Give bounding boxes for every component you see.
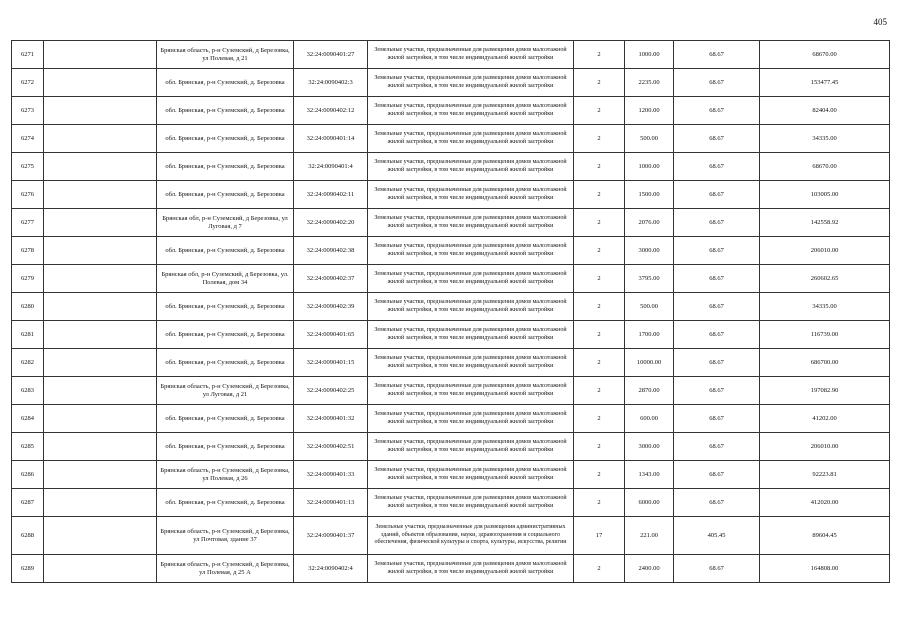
empty-cell	[44, 209, 157, 237]
land-use-description-cell: Земельные участки, предназначенные для размещения домов малоэтажной жилой застройки, в том числе индивидуальной жилой застройки	[368, 461, 574, 489]
area-cell: 3000.00	[625, 433, 674, 461]
empty-cell	[44, 97, 157, 125]
empty-cell	[44, 321, 157, 349]
cadastral-number-cell: 32:24:0090402:39	[294, 293, 368, 321]
cadastral-value-cell: 412020.00	[760, 489, 890, 517]
use-group-cell: 2	[574, 433, 625, 461]
cadastral-number-cell: 32:24:0090401:13	[294, 489, 368, 517]
row-number: 6277	[12, 209, 44, 237]
empty-cell	[44, 181, 157, 209]
area-cell: 221.00	[625, 517, 674, 555]
empty-cell	[44, 489, 157, 517]
area-cell: 10000.00	[625, 349, 674, 377]
use-group-cell: 2	[574, 377, 625, 405]
specific-value-cell: 68.67	[674, 153, 760, 181]
specific-value-cell: 68.67	[674, 349, 760, 377]
address-cell: обл. Брянская, р-н Суземский, д. Березовка	[157, 293, 294, 321]
address-cell: обл. Брянская, р-н Суземский, д. Березовка	[157, 237, 294, 265]
page-number: 405	[873, 17, 887, 27]
table-row	[12, 293, 890, 321]
table-row	[12, 349, 890, 377]
specific-value-cell: 68.67	[674, 377, 760, 405]
table-body	[12, 41, 890, 583]
cadastral-value-cell: 206010.00	[760, 237, 890, 265]
cadastral-value-cell: 260602.65	[760, 265, 890, 293]
cadastral-value-cell: 142558.92	[760, 209, 890, 237]
cadastral-number-cell: 32:24:0090401:33	[294, 461, 368, 489]
use-group-cell: 2	[574, 153, 625, 181]
table-row	[12, 377, 890, 405]
use-group-cell: 2	[574, 489, 625, 517]
land-use-description-cell: Земельные участки, предназначенные для размещения домов малоэтажной жилой застройки, в том числе индивидуальной жилой застройки	[368, 555, 574, 583]
cadastral-number-cell: 32:24:0090402:51	[294, 433, 368, 461]
address-cell: обл. Брянская, р-н Суземский, д. Березовка	[157, 321, 294, 349]
address-cell: обл. Брянская, р-н Суземский, д. Березовка	[157, 125, 294, 153]
table-row	[12, 461, 890, 489]
table-row	[12, 237, 890, 265]
specific-value-cell: 68.67	[674, 265, 760, 293]
land-use-description-cell: Земельные участки, предназначенные для размещения домов малоэтажной жилой застройки, в том числе индивидуальной жилой застройки	[368, 41, 574, 69]
empty-cell	[44, 517, 157, 555]
address-cell: Брянская обл, р-н Суземский, д Березовка, ул. Полевая, дом 34	[157, 265, 294, 293]
table-row	[12, 125, 890, 153]
use-group-cell: 2	[574, 97, 625, 125]
table-row	[12, 265, 890, 293]
table-row	[12, 41, 890, 69]
empty-cell	[44, 153, 157, 181]
cadastral-value-cell: 68670.00	[760, 41, 890, 69]
row-number: 6273	[12, 97, 44, 125]
cadastral-number-cell: 32:24:0090401:4	[294, 153, 368, 181]
use-group-cell: 2	[574, 349, 625, 377]
specific-value-cell: 68.67	[674, 555, 760, 583]
use-group-cell: 2	[574, 461, 625, 489]
row-number: 6287	[12, 489, 44, 517]
specific-value-cell: 68.67	[674, 41, 760, 69]
area-cell: 2870.00	[625, 377, 674, 405]
row-number: 6284	[12, 405, 44, 433]
cadastral-value-cell: 68670.00	[760, 153, 890, 181]
area-cell: 1343.00	[625, 461, 674, 489]
specific-value-cell: 68.67	[674, 69, 760, 97]
land-use-description-cell: Земельные участки, предназначенные для размещения домов малоэтажной жилой застройки, в том числе индивидуальной жилой застройки	[368, 69, 574, 97]
cadastral-number-cell: 32:24:0090402:11	[294, 181, 368, 209]
cadastral-value-cell: 34335.00	[760, 125, 890, 153]
table-row	[12, 555, 890, 583]
row-number: 6276	[12, 181, 44, 209]
area-cell: 3000.00	[625, 237, 674, 265]
area-cell: 3795.00	[625, 265, 674, 293]
cadastral-number-cell: 32:24:0090401:65	[294, 321, 368, 349]
land-use-description-cell: Земельные участки, предназначенные для размещения домов малоэтажной жилой застройки, в том числе индивидуальной жилой застройки	[368, 433, 574, 461]
use-group-cell: 2	[574, 181, 625, 209]
cadastral-number-cell: 32:24:0090402:25	[294, 377, 368, 405]
cadastral-value-cell: 92223.81	[760, 461, 890, 489]
empty-cell	[44, 293, 157, 321]
land-use-description-cell: Земельные участки, предназначенные для размещения домов малоэтажной жилой застройки, в том числе индивидуальной жилой застройки	[368, 321, 574, 349]
land-use-description-cell: Земельные участки, предназначенные для размещения домов малоэтажной жилой застройки, в том числе индивидуальной жилой застройки	[368, 125, 574, 153]
land-use-description-cell: Земельные участки, предназначенные для размещения домов малоэтажной жилой застройки, в том числе индивидуальной жилой застройки	[368, 237, 574, 265]
specific-value-cell: 68.67	[674, 125, 760, 153]
cadastral-number-cell: 32:24:0090401:37	[294, 517, 368, 555]
land-use-description-cell: Земельные участки, предназначенные для размещения домов малоэтажной жилой застройки, в том числе индивидуальной жилой застройки	[368, 293, 574, 321]
row-number: 6271	[12, 41, 44, 69]
table-row	[12, 181, 890, 209]
empty-cell	[44, 349, 157, 377]
empty-cell	[44, 461, 157, 489]
address-cell: обл. Брянская, р-н Суземский, д. Березовка	[157, 97, 294, 125]
use-group-cell: 2	[574, 405, 625, 433]
table-row	[12, 405, 890, 433]
address-cell: Брянская обл, р-н Суземский, д Березовка, ул Луговая, д 7	[157, 209, 294, 237]
table-row	[12, 209, 890, 237]
row-number: 6283	[12, 377, 44, 405]
cadastral-value-cell: 197082.90	[760, 377, 890, 405]
address-cell: Брянская область, р-н Суземский, д Березовка, ул Луговая, д 21	[157, 377, 294, 405]
address-cell: Брянская область, р-н Суземский, д Березовка, ул Почтовая, здание 37	[157, 517, 294, 555]
row-number: 6275	[12, 153, 44, 181]
use-group-cell: 2	[574, 321, 625, 349]
address-cell: обл. Брянская, р-н Суземский, д. Березовка	[157, 489, 294, 517]
row-number: 6282	[12, 349, 44, 377]
cadastral-value-cell: 89604.45	[760, 517, 890, 555]
use-group-cell: 2	[574, 293, 625, 321]
area-cell: 600.00	[625, 405, 674, 433]
land-use-description-cell: Земельные участки, предназначенные для размещения домов малоэтажной жилой застройки, в том числе индивидуальной жилой застройки	[368, 377, 574, 405]
land-use-description-cell: Земельные участки, предназначенные для размещения домов малоэтажной жилой застройки, в том числе индивидуальной жилой застройки	[368, 489, 574, 517]
row-number: 6288	[12, 517, 44, 555]
address-cell: обл. Брянская, р-н Суземский, д. Березовка	[157, 405, 294, 433]
address-cell: обл. Брянская, р-н Суземский, д. Березовка	[157, 153, 294, 181]
cadastral-number-cell: 32:24:0090402:37	[294, 265, 368, 293]
area-cell: 500.00	[625, 293, 674, 321]
row-number: 6278	[12, 237, 44, 265]
cadastral-value-cell: 686700.00	[760, 349, 890, 377]
row-number: 6286	[12, 461, 44, 489]
specific-value-cell: 68.67	[674, 321, 760, 349]
row-number: 6280	[12, 293, 44, 321]
row-number: 6285	[12, 433, 44, 461]
area-cell: 1200.00	[625, 97, 674, 125]
table-row	[12, 97, 890, 125]
specific-value-cell: 68.67	[674, 209, 760, 237]
area-cell: 1000.00	[625, 41, 674, 69]
table-row	[12, 433, 890, 461]
area-cell: 2235.00	[625, 69, 674, 97]
table-row	[12, 517, 890, 555]
cadastral-number-cell: 32:24:0090402:20	[294, 209, 368, 237]
table-row	[12, 489, 890, 517]
cadastral-value-cell: 116739.00	[760, 321, 890, 349]
specific-value-cell: 68.67	[674, 237, 760, 265]
cadastral-number-cell: 32:24:0090401:15	[294, 349, 368, 377]
table-row	[12, 153, 890, 181]
use-group-cell: 2	[574, 237, 625, 265]
land-use-description-cell: Земельные участки, предназначенные для размещения домов малоэтажной жилой застройки, в том числе индивидуальной жилой застройки	[368, 181, 574, 209]
row-number: 6279	[12, 265, 44, 293]
cadastral-number-cell: 32:24:0090401:32	[294, 405, 368, 433]
empty-cell	[44, 555, 157, 583]
table-row	[12, 69, 890, 97]
row-number: 6281	[12, 321, 44, 349]
land-use-description-cell: Земельные участки, предназначенные для размещения домов малоэтажной жилой застройки, в том числе индивидуальной жилой застройки	[368, 97, 574, 125]
cadastral-value-cell: 153477.45	[760, 69, 890, 97]
cadastral-registry-table	[11, 40, 890, 583]
specific-value-cell: 405.45	[674, 517, 760, 555]
use-group-cell: 2	[574, 555, 625, 583]
land-use-description-cell: Земельные участки, предназначенные для размещения домов малоэтажной жилой застройки, в том числе индивидуальной жилой застройки	[368, 153, 574, 181]
use-group-cell: 2	[574, 209, 625, 237]
specific-value-cell: 68.67	[674, 433, 760, 461]
specific-value-cell: 68.67	[674, 489, 760, 517]
use-group-cell: 2	[574, 69, 625, 97]
cadastral-value-cell: 206010.00	[760, 433, 890, 461]
area-cell: 1500.00	[625, 181, 674, 209]
specific-value-cell: 68.67	[674, 97, 760, 125]
row-number: 6289	[12, 555, 44, 583]
use-group-cell: 17	[574, 517, 625, 555]
specific-value-cell: 68.67	[674, 293, 760, 321]
use-group-cell: 2	[574, 41, 625, 69]
cadastral-number-cell: 32:24:0090402:12	[294, 97, 368, 125]
cadastral-number-cell: 32:24:0090402:3	[294, 69, 368, 97]
cadastral-value-cell: 164808.00	[760, 555, 890, 583]
specific-value-cell: 68.67	[674, 181, 760, 209]
area-cell: 500.00	[625, 125, 674, 153]
row-number: 6272	[12, 69, 44, 97]
area-cell: 6000.00	[625, 489, 674, 517]
cadastral-number-cell: 32:24:0090402:38	[294, 237, 368, 265]
cadastral-value-cell: 34335.00	[760, 293, 890, 321]
land-use-description-cell: Земельные участки, предназначенные для размещения административных зданий, объектов образования, науки, здравоохранения и социального обеспечения, физической культуры и спорта, культуры, искусства, религии	[368, 517, 574, 555]
cadastral-value-cell: 103005.00	[760, 181, 890, 209]
specific-value-cell: 68.67	[674, 405, 760, 433]
land-use-description-cell: Земельные участки, предназначенные для размещения домов малоэтажной жилой застройки, в том числе индивидуальной жилой застройки	[368, 209, 574, 237]
address-cell: Брянская область, р-н Суземский, д Березовка, ул Полевая, д 26	[157, 461, 294, 489]
empty-cell	[44, 433, 157, 461]
area-cell: 1000.00	[625, 153, 674, 181]
empty-cell	[44, 377, 157, 405]
land-use-description-cell: Земельные участки, предназначенные для размещения домов малоэтажной жилой застройки, в том числе индивидуальной жилой застройки	[368, 349, 574, 377]
empty-cell	[44, 237, 157, 265]
cadastral-number-cell: 32:24:0090401:14	[294, 125, 368, 153]
area-cell: 1700.00	[625, 321, 674, 349]
address-cell: обл. Брянская, р-н Суземский, д. Березовка	[157, 349, 294, 377]
use-group-cell: 2	[574, 125, 625, 153]
land-use-description-cell: Земельные участки, предназначенные для размещения домов малоэтажной жилой застройки, в том числе индивидуальной жилой застройки	[368, 265, 574, 293]
table-row	[12, 321, 890, 349]
address-cell: обл. Брянская, р-н Суземский, д. Березовка	[157, 433, 294, 461]
cadastral-value-cell: 82404.00	[760, 97, 890, 125]
use-group-cell: 2	[574, 265, 625, 293]
specific-value-cell: 68.67	[674, 461, 760, 489]
address-cell: Брянская область, р-н Суземский, д Березовка, ул Полевая, д 21	[157, 41, 294, 69]
area-cell: 2400.00	[625, 555, 674, 583]
land-use-description-cell: Земельные участки, предназначенные для размещения домов малоэтажной жилой застройки, в том числе индивидуальной жилой застройки	[368, 405, 574, 433]
address-cell: обл. Брянская, р-н Суземский, д. Березовка	[157, 181, 294, 209]
cadastral-value-cell: 41202.00	[760, 405, 890, 433]
empty-cell	[44, 41, 157, 69]
empty-cell	[44, 265, 157, 293]
row-number: 6274	[12, 125, 44, 153]
empty-cell	[44, 69, 157, 97]
empty-cell	[44, 405, 157, 433]
empty-cell	[44, 125, 157, 153]
address-cell: Брянская область, р-н Суземский, д Березовка, ул Полевая, д 25 А	[157, 555, 294, 583]
cadastral-number-cell: 32:24:0090402:4	[294, 555, 368, 583]
address-cell: обл. Брянская, р-н Суземский, д. Березовка	[157, 69, 294, 97]
area-cell: 2076.00	[625, 209, 674, 237]
cadastral-number-cell: 32:24:0090401:27	[294, 41, 368, 69]
